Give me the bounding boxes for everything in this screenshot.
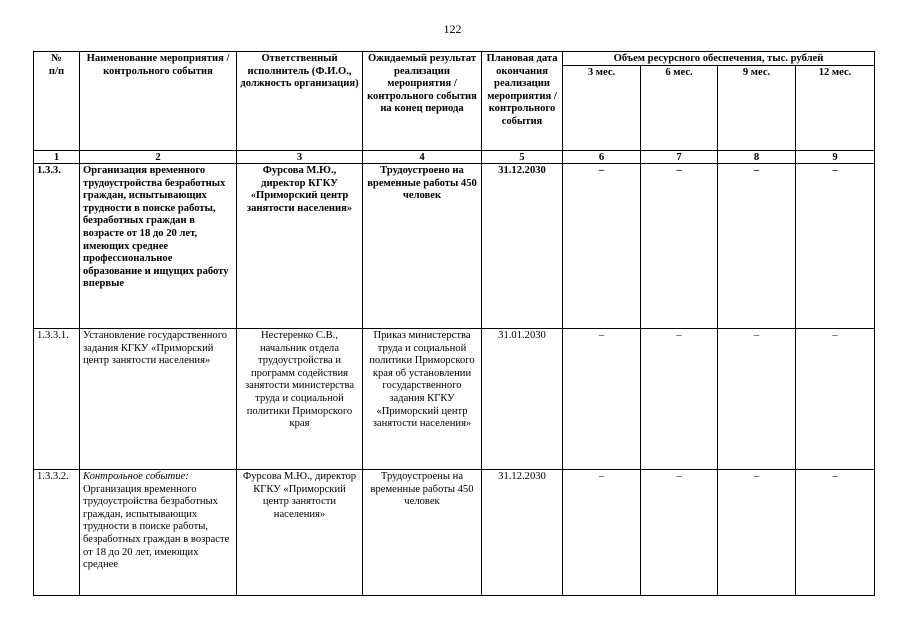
row-name: Организация временного трудоустройства безработных граждан, испытывающих трудности в поиске работы, безработных граждан в возрасте от 18 до 20 лет, имеющих среднее [83,483,230,571]
row-9m: – [718,329,796,470]
header-3m: 3 мес. [563,66,641,151]
col-number: 4 [363,151,482,164]
col-number: 8 [718,151,796,164]
header-6m: 6 мес. [641,66,718,151]
row-responsible: Фурсова М.Ю., директор КГКУ «Приморский центр занятости населения» [237,164,363,329]
col-number: 5 [482,151,563,164]
row-num: 1.3.3.1. [34,329,80,470]
row-name: Организация временного трудоустройства безработных граждан, испытывающих трудности в поиске работы, безработных граждан в возрасте от 18 до 20 лет, имеющих среднее профессиональное образование и ищущих работу впервые [80,164,237,329]
row-3m: – [563,470,641,596]
header-12m: 12 мес. [796,66,875,151]
col-number: 7 [641,151,718,164]
header-responsible: Ответственный исполнитель (Ф.И.О., должность организация) [237,52,363,151]
row-result: Приказ министерства труда и социальной политики Приморского края об установлении государственного задания КГКУ «Приморский центр занятости населения» [363,329,482,470]
table-row [34,470,875,596]
row-num: 1.3.3.2. [34,470,80,596]
table-row [34,164,875,329]
row-3m: – [563,329,641,470]
row-num: 1.3.3. [34,164,80,329]
row-name-prefix: Контрольное событие: [83,471,189,482]
col-number: 2 [80,151,237,164]
header-row [34,52,875,66]
row-result: Трудоустроены на временные работы 450 человек [363,470,482,596]
row-3m: – [563,164,641,329]
row-6m: – [641,470,718,596]
column-number-row [34,151,875,164]
header-date: Плановая дата окончания реализации мероприятия / контрольного события [482,52,563,151]
plan-table [33,51,875,596]
row-date: 31.12.2030 [482,164,563,329]
row-12m: – [796,470,875,596]
col-number: 3 [237,151,363,164]
table-row [34,329,875,470]
row-12m: – [796,329,875,470]
row-result: Трудоустроено на временные работы 450 человек [363,164,482,329]
row-6m: – [641,164,718,329]
row-9m: – [718,470,796,596]
col-number: 9 [796,151,875,164]
col-number: 6 [563,151,641,164]
row-name-cell [80,470,237,596]
row-date: 31.01.2030 [482,329,563,470]
row-6m: – [641,329,718,470]
row-12m: – [796,164,875,329]
header-resource: Объем ресурсного обеспечения, тыс. рублей [563,52,875,66]
header-num: № п/п [34,52,80,151]
row-name: Установление государственного задания КГКУ «Приморский центр занятости населения» [80,329,237,470]
header-name: Наименование мероприятия / контрольного события [80,52,237,151]
row-responsible: Фурсова М.Ю., директор КГКУ «Приморский центр занятости населения» [237,470,363,596]
row-responsible: Нестеренко С.В., начальник отдела трудоустройства и программ содействия занятости министерства труда и социальной политики Приморского края [237,329,363,470]
header-result: Ожидаемый результат реализации мероприятия / контрольного события на конец периода [363,52,482,151]
col-number: 1 [34,151,80,164]
row-date: 31.12.2030 [482,470,563,596]
page-number: 122 [443,22,462,36]
row-9m: – [718,164,796,329]
header-9m: 9 мес. [718,66,796,151]
